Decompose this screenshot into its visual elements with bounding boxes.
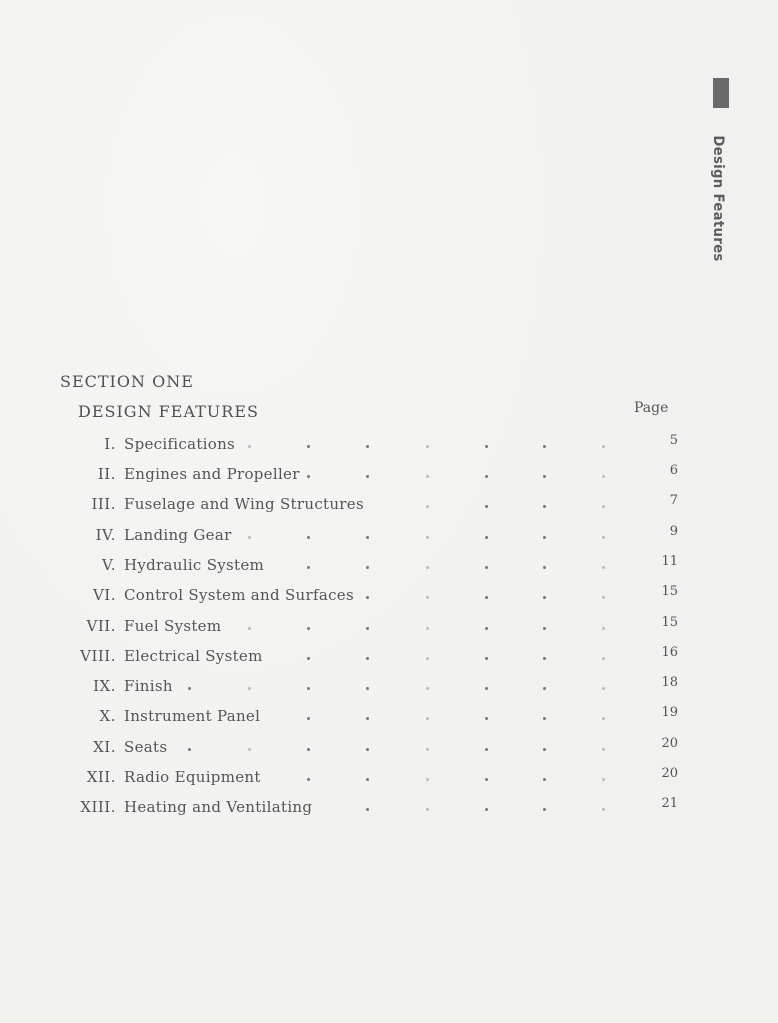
toc-row-number: V. <box>102 556 116 574</box>
dot-leader <box>485 627 488 630</box>
dot-leader <box>602 566 605 569</box>
toc-row-title: Finish <box>124 677 173 695</box>
dot-leader <box>366 627 369 630</box>
dot-leader <box>543 748 546 751</box>
dot-leader <box>366 808 369 811</box>
dot-leader <box>248 627 251 630</box>
dot-leader <box>426 445 429 448</box>
toc-row-page: 15 <box>661 584 678 599</box>
dot-leader <box>366 717 369 720</box>
dot-leader <box>366 596 369 599</box>
toc-row-page: 19 <box>661 705 678 720</box>
dot-leader <box>426 627 429 630</box>
toc-row <box>0 586 778 610</box>
dot-leader <box>307 657 310 660</box>
toc-row-title: Electrical System <box>124 647 263 665</box>
toc-row-number: II. <box>97 465 116 483</box>
dot-leader <box>366 687 369 690</box>
dot-leader <box>307 748 310 751</box>
toc-row <box>0 526 778 550</box>
toc-row-number: IX. <box>93 677 116 695</box>
dot-leader <box>307 778 310 781</box>
dot-leader <box>485 566 488 569</box>
dot-leader <box>602 627 605 630</box>
toc-row-number: XIII. <box>80 798 116 816</box>
dot-leader <box>485 445 488 448</box>
dot-leader <box>602 778 605 781</box>
dot-leader <box>307 536 310 539</box>
toc-row-page: 15 <box>661 615 678 630</box>
toc-row-number: VIII. <box>80 647 116 665</box>
toc-row-number: X. <box>99 707 116 725</box>
toc-row-page: 20 <box>661 766 678 781</box>
dot-leader <box>485 717 488 720</box>
toc-row <box>0 647 778 671</box>
dot-leader <box>543 536 546 539</box>
dot-leader <box>543 475 546 478</box>
dot-leader <box>485 808 488 811</box>
toc-row-number: XI. <box>93 738 116 756</box>
toc-row <box>0 738 778 762</box>
dot-leader <box>307 475 310 478</box>
dot-leader <box>485 748 488 751</box>
toc-row-title: Fuel System <box>124 617 222 635</box>
dot-leader <box>426 566 429 569</box>
toc-row-title: Fuselage and Wing Structures <box>124 495 364 513</box>
dot-leader <box>307 627 310 630</box>
dot-leader <box>426 657 429 660</box>
dot-leader <box>366 657 369 660</box>
dot-leader <box>485 596 488 599</box>
dot-leader <box>426 808 429 811</box>
toc-row-number: XII. <box>86 768 116 786</box>
toc-row-title: Heating and Ventilating <box>124 798 313 816</box>
dot-leader <box>485 505 488 508</box>
toc-row-title: Radio Equipment <box>124 768 261 786</box>
dot-leader <box>426 778 429 781</box>
dot-leader <box>366 566 369 569</box>
toc-row-title: Seats <box>124 738 168 756</box>
dot-leader <box>426 596 429 599</box>
tab-marker-bar <box>713 78 729 108</box>
dot-leader <box>426 536 429 539</box>
dot-leader <box>485 687 488 690</box>
dot-leader <box>543 596 546 599</box>
dot-leader <box>543 566 546 569</box>
toc-row-number: I. <box>104 435 116 453</box>
dot-leader <box>426 687 429 690</box>
dot-leader <box>366 445 369 448</box>
dot-leader <box>485 475 488 478</box>
toc-row-page: 16 <box>661 645 678 660</box>
dot-leader <box>366 778 369 781</box>
dot-leader <box>543 445 546 448</box>
dot-leader <box>188 687 191 690</box>
dot-leader <box>366 748 369 751</box>
section-title: SECTION ONE <box>60 372 194 391</box>
toc-row-title: Instrument Panel <box>124 707 261 725</box>
dot-leader <box>543 505 546 508</box>
toc-row <box>0 435 778 459</box>
toc-row-title: Engines and Propeller <box>124 465 300 483</box>
dot-leader <box>248 445 251 448</box>
toc-row <box>0 707 778 731</box>
dot-leader <box>366 536 369 539</box>
toc-row <box>0 495 778 519</box>
dot-leader <box>307 445 310 448</box>
section-side-tab <box>710 78 732 278</box>
page-column-label: Page <box>634 400 669 416</box>
dot-leader <box>602 475 605 478</box>
dot-leader <box>426 475 429 478</box>
toc-row <box>0 798 778 822</box>
toc-row-number: VII. <box>86 617 116 635</box>
dot-leader <box>485 657 488 660</box>
toc-row-page: 5 <box>669 433 678 448</box>
dot-leader <box>366 475 369 478</box>
dot-leader <box>602 505 605 508</box>
dot-leader <box>188 748 191 751</box>
dot-leader <box>602 657 605 660</box>
dot-leader <box>543 717 546 720</box>
toc-row-title: Landing Gear <box>124 526 232 544</box>
dot-leader <box>602 748 605 751</box>
toc-row <box>0 465 778 489</box>
side-tab-label: Design Features <box>710 135 726 262</box>
dot-leader <box>602 808 605 811</box>
toc-row-page: 6 <box>669 463 678 478</box>
toc-row <box>0 677 778 701</box>
dot-leader <box>602 687 605 690</box>
toc-row-page: 18 <box>661 675 678 690</box>
dot-leader <box>543 808 546 811</box>
toc-row-page: 11 <box>661 554 678 569</box>
dot-leader <box>307 687 310 690</box>
dot-leader <box>602 717 605 720</box>
dot-leader <box>426 748 429 751</box>
toc-row <box>0 556 778 580</box>
toc-row-page: 9 <box>669 524 678 539</box>
toc-row-title: Specifications <box>124 435 236 453</box>
section-subtitle: DESIGN FEATURES <box>78 402 259 421</box>
dot-leader <box>307 566 310 569</box>
toc-row-page: 7 <box>669 493 678 508</box>
dot-leader <box>248 536 251 539</box>
toc-row-page: 20 <box>661 736 678 751</box>
dot-leader <box>248 748 251 751</box>
dot-leader <box>485 778 488 781</box>
toc-row-page: 21 <box>661 796 678 811</box>
toc-row <box>0 768 778 792</box>
dot-leader <box>543 778 546 781</box>
dot-leader <box>426 717 429 720</box>
dot-leader <box>307 717 310 720</box>
dot-leader <box>602 445 605 448</box>
toc-row-number: III. <box>91 495 116 513</box>
toc-row-number: IV. <box>95 526 116 544</box>
dot-leader <box>543 627 546 630</box>
dot-leader <box>485 536 488 539</box>
dot-leader <box>426 505 429 508</box>
dot-leader <box>543 687 546 690</box>
toc-row-title: Hydraulic System <box>124 556 265 574</box>
dot-leader <box>602 596 605 599</box>
dot-leader <box>602 536 605 539</box>
toc-row-title: Control System and Surfaces <box>124 586 354 604</box>
dot-leader <box>248 687 251 690</box>
dot-leader <box>543 657 546 660</box>
toc-row-number: VI. <box>92 586 116 604</box>
toc-row <box>0 617 778 641</box>
